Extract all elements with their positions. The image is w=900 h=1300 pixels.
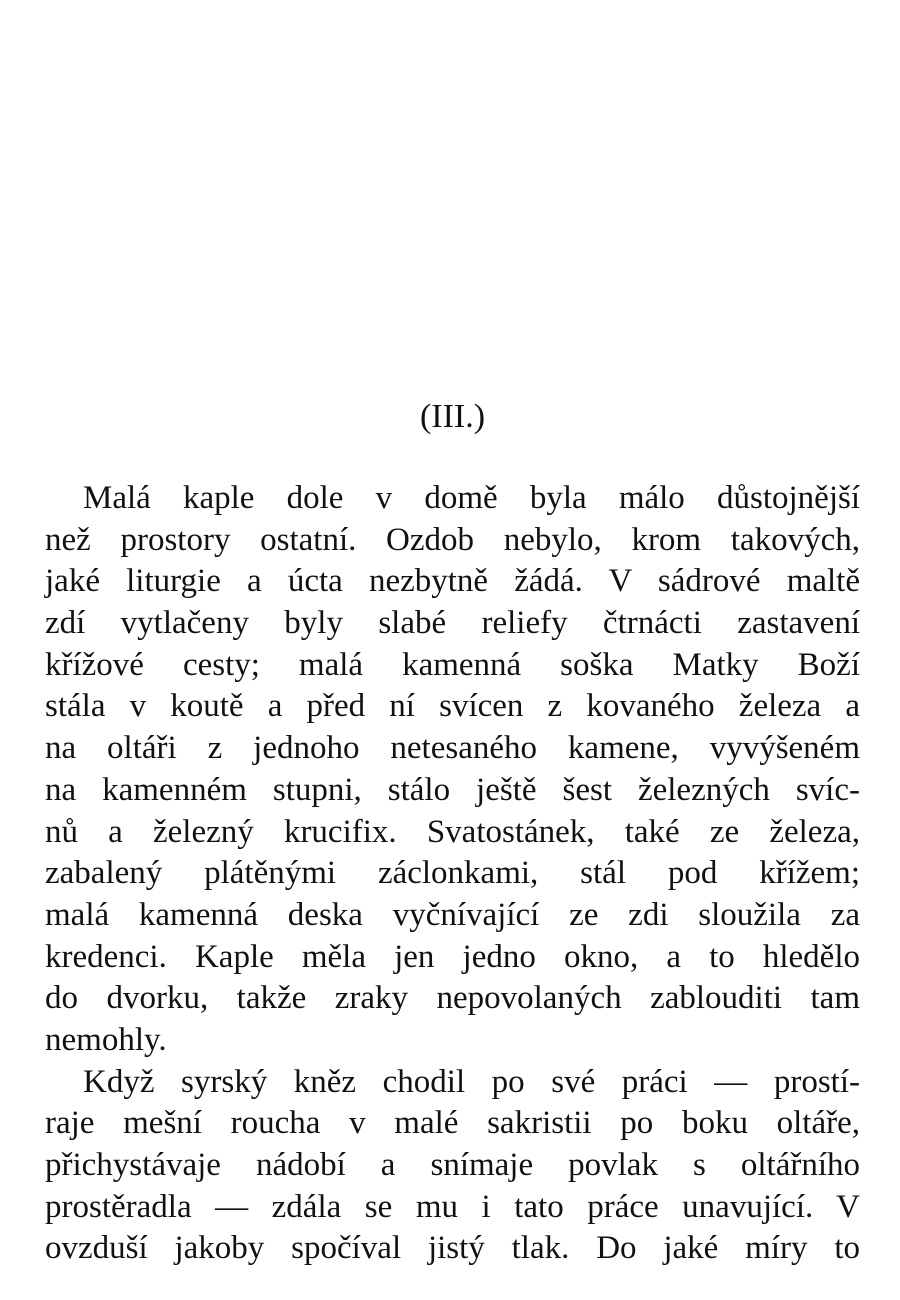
text-line: jaké liturgie a úcta nezbytně žádá. V sádrové maltě <box>45 563 860 600</box>
text-line: Malá kaple dole v domě byla málo důstojnější <box>83 480 860 516</box>
text-line: prostěradla — zdála se mu i tato práce unavující. V <box>45 1188 860 1225</box>
text-line: malá kamenná deska vyčnívající ze zdi sloužila za <box>45 896 860 933</box>
body-text <box>45 478 860 1270</box>
text-line: do dvorku, takže zraky nepovolaných zablouditi tam <box>45 980 860 1017</box>
chapter-heading: (III.) <box>419 398 486 435</box>
text-line: nů a železný krucifix. Svatostánek, také ze železa, <box>45 813 860 850</box>
text-line: na kamenném stupni, stálo ještě šest železných svíc- <box>45 771 860 808</box>
text-line: než prostory ostatní. Ozdob nebylo, krom takových, <box>45 521 860 558</box>
text-line: křížové cesty; malá kamenná soška Matky Boží <box>45 646 860 683</box>
book-page <box>45 0 860 1300</box>
text-line: zdí vytlačeny byly slabé reliefy čtrnácti zastavení <box>45 605 860 642</box>
text-line: raje mešní roucha v malé sakristii po boku oltáře, <box>45 1105 860 1142</box>
text-line: přichystávaje nádobí a snímaje povlak s oltářního <box>45 1147 860 1183</box>
text-line: nemohly. <box>45 1021 167 1058</box>
text-line: ovzduší jakoby spočíval jistý tlak. Do jaké míry to <box>45 1230 860 1267</box>
text-line: na oltáři z jednoho netesaného kamene, vyvýšeném <box>45 730 860 767</box>
text-line: kredenci. Kaple měla jen jedno okno, a to hledělo <box>45 938 860 975</box>
text-line: stála v koutě a před ní svícen z kovaného železa a <box>45 688 860 725</box>
text-line: zabalený plátěnými záclonkami, stál pod křížem; <box>45 855 860 892</box>
text-line: Když syrský kněz chodil po své práci — prostí- <box>83 1063 860 1100</box>
